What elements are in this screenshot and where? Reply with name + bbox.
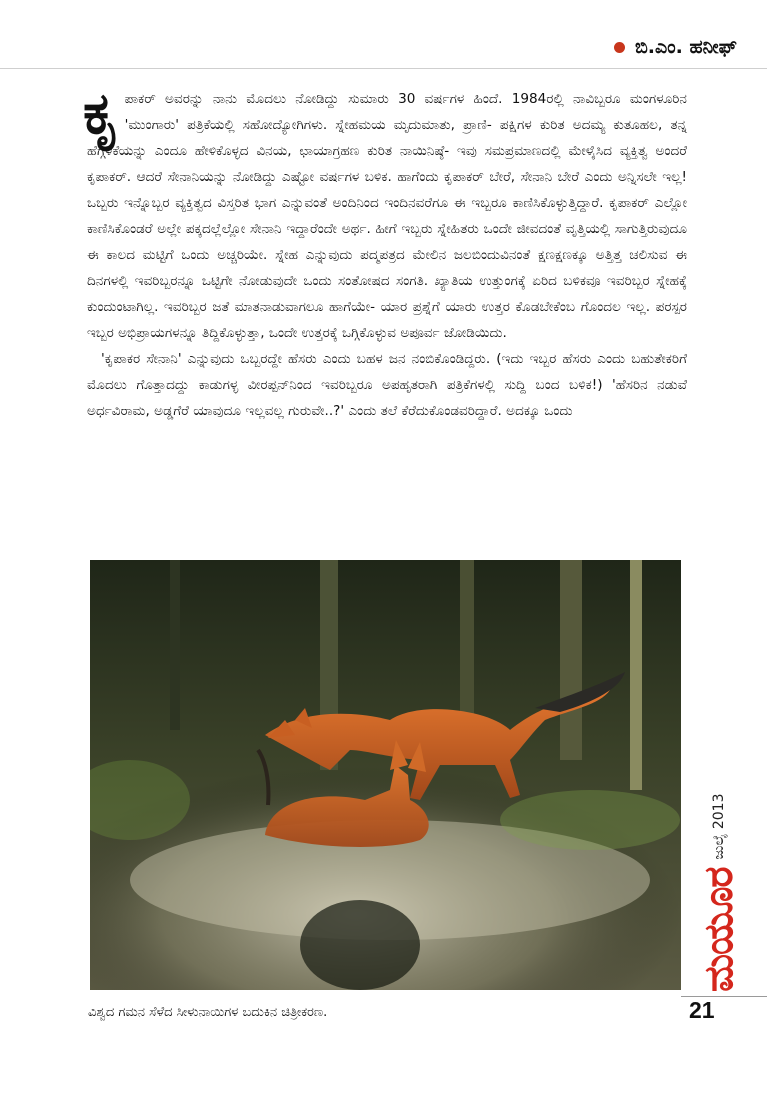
drop-cap: ಕೃ	[83, 79, 120, 147]
masthead-issue-date: ಜುಲೈ 2013	[711, 793, 727, 860]
paragraph-1-text: ಪಾಕರ್ ಅವರನ್ನು ನಾನು ಮೊದಲು ನೋಡಿದ್ದು ಸುಮಾರು 30 ವರ್ಷಗಳ ಹಿಂದೆ. 1984ರಲ್ಲಿ ನಾವಿಬ್ಬರೂ ಮಂಗಳೂರಿನ 'ಮುಂಗಾರು' ಪತ್ರಿಕೆಯಲ್ಲಿ ಸಹೋದ್ಯೋಗಿಗಳು. ಸ್ನೇಹಮಯ ಮೃದುಮಾತು, ಪ್ರಾಣಿ- ಪಕ್ಷಿಗಳ ಕುರಿತ ಅದಮ್ಯ ಕುತೂಹಲ, ತನ್ನ ಹೆಗ್ಗಳಿಕೆಯನ್ನು ಎಂದೂ ಹೇಳಿಕೊಳ್ಳದ ವಿನಯ, ಛಾಯಾಗ್ರಹಣ ಕುರಿತ ನಾಯಿನಿಷ್ಠೆ- ಇವು ಸಮಪ್ರಮಾಣದಲ್ಲಿ ಮೇಳೈಸಿದ ವ್ಯಕ್ತಿತ್ವ ಅಂದರೆ ಕೃಪಾಕರ್. ಆದರೆ ಸೇನಾನಿಯನ್ನು ನೋಡಿದ್ದು ಎಷ್ಟೋ ವರ್ಷಗಳ ಬಳಿಕ. ಹಾಗೆಂದು ಕೃಪಾಕರ್ ಬೇರೆ, ಸೇನಾನಿ ಬೇರೆ ಎಂದು ಅನ್ನಿಸಲೇ ಇಲ್ಲ! ಒಬ್ಬರು ಇನ್ನೊಬ್ಬರ ವ್ಯಕ್ತಿತ್ವದ ವಿಸ್ತರಿತ ಭಾಗ ಎನ್ನುವಂತೆ ಅಂದಿನಿಂದ ಇಂದಿನವರೆಗೂ ಈ ಇಬ್ಬರೂ ಕಾಣಿಸಿಕೊಳ್ಳುತ್ತಿದ್ದಾರೆ. ಕೃಪಾಕರ್ ಎಲ್ಲೋ ಕಾಣಿಸಿಕೊಂಡರೆ ಅಲ್ಲೇ ಪಕ್ಕದಲ್ಲೆಲ್ಲೋ ಸೇನಾನಿ ಇದ್ದಾರೆಂದೇ ಅರ್ಥ. ಹೀಗೆ ಇಬ್ಬರು ಸ್ನೇಹಿತರು ಒಂದೇ ಜೀವದಂತೆ ವೃತ್ತಿಯಲ್ಲಿ ಸಾಗುತ್ತಿರುವುದೂ ಈ ಕಾಲದ ಮಟ್ಟಿಗೆ ಒಂದು ಅಚ್ಚರಿಯೇ. ಸ್ನೇಹ ಎನ್ನುವುದು ಪದ್ಮಪತ್ರದ ಮೇಲಿನ ಜಲಬಿಂದುವಿನಂತೆ ಕ್ಷಣಕ್ಷಣಕ್ಕೂ ಅತ್ತಿತ್ತ ಚಲಿಸುವ ಈ ದಿನಗಳಲ್ಲಿ ಇವರಿಬ್ಬರನ್ನೂ ಒಟ್ಟಿಗೇ ನೋಡುವುದೇ ಒಂದು ಸಂತೋಷದ ಸಂಗತಿ. ಖ್ಯಾತಿಯ ಉತ್ತುಂಗಕ್ಕೆ ಏರಿದ ಬಳಿಕವೂ ಇವರಿಬ್ಬರ ಸ್ನೇಹಕ್ಕೆ ಕುಂದುಂಟಾಗಿಲ್ಲ. ಇವರಿಬ್ಬರ ಜತೆ ಮಾತನಾಡುವಾಗಲೂ ಹಾಗೆಯೇ- ಯಾರ ಪ್ರಶ್ನೆಗೆ ಯಾರು ಉತ್ತರ ಕೊಡಬೇಕೆಂಬ ಗೊಂದಲ ಇಲ್ಲ. ಪರಸ್ಪರ ಇಬ್ಬರ ಅಭಿಪ್ರಾಯಗಳನ್ನೂ ತಿದ್ದಿಕೊಳ್ಳುತ್ತಾ, ಒಂದೇ ಉತ್ತರಕ್ಕೆ ಒಗ್ಗಿಕೊಳ್ಳುವ ಅಪೂರ್ವ ಜೋಡಿಯಿದು.	[87, 91, 687, 341]
bullet-dot-icon	[614, 42, 625, 53]
dhole-photo	[90, 560, 681, 990]
author-name: ಬಿ.ಎಂ. ಹನೀಫ್	[635, 36, 737, 58]
masthead-brand: ಮಯೂರ	[696, 867, 742, 992]
forest-dogs-illustration	[90, 560, 681, 990]
article-paragraph-2: 'ಕೃಪಾಕರ ಸೇನಾನಿ' ಎನ್ನುವುದು ಒಬ್ಬರದ್ದೇ ಹೆಸರು ಎಂದು ಬಹಳ ಜನ ನಂಬಿಕೊಂಡಿದ್ದರು. (ಇದು ಇಬ್ಬರ ಹೆಸರು ಎಂದು ಬಹುತೇಕರಿಗೆ ಮೊದಲು ಗೊತ್ತಾದದ್ದು ಕಾಡುಗಳ್ಳ ವೀರಪ್ಪನ್‌ನಿಂದ ಇವರಿಬ್ಬರೂ ಅಪಹೃತರಾಗಿ ಪತ್ರಿಕೆಗಳಲ್ಲಿ ಸುದ್ದಿ ಬಂದ ಬಳಿಕ!) 'ಹೆಸರಿನ ನಡುವೆ ಅರ್ಧವಿರಾಮ, ಅಡ್ಡಗೆರೆ ಯಾವುದೂ ಇಲ್ಲವಲ್ಲ ಗುರುವೇ..?' ಎಂದು ತಲೆ ಕೆರೆದುಕೊಂಡವರಿದ್ದಾರೆ. ಅದಕ್ಕೂ ಒಂದು	[87, 351, 687, 419]
photo-caption: ವಿಶ್ವದ ಗಮನ ಸೆಳೆದ ಸೀಳುನಾಯಿಗಳ ಬದುಕಿನ ಚಿತ್ರೀಕರಣ.	[88, 1005, 328, 1020]
page-number: 21	[689, 997, 715, 1023]
magazine-masthead	[690, 793, 748, 992]
article-paragraph-1	[83, 79, 687, 346]
article-body	[83, 79, 687, 424]
header-rule	[0, 68, 767, 69]
author-byline	[614, 36, 737, 58]
